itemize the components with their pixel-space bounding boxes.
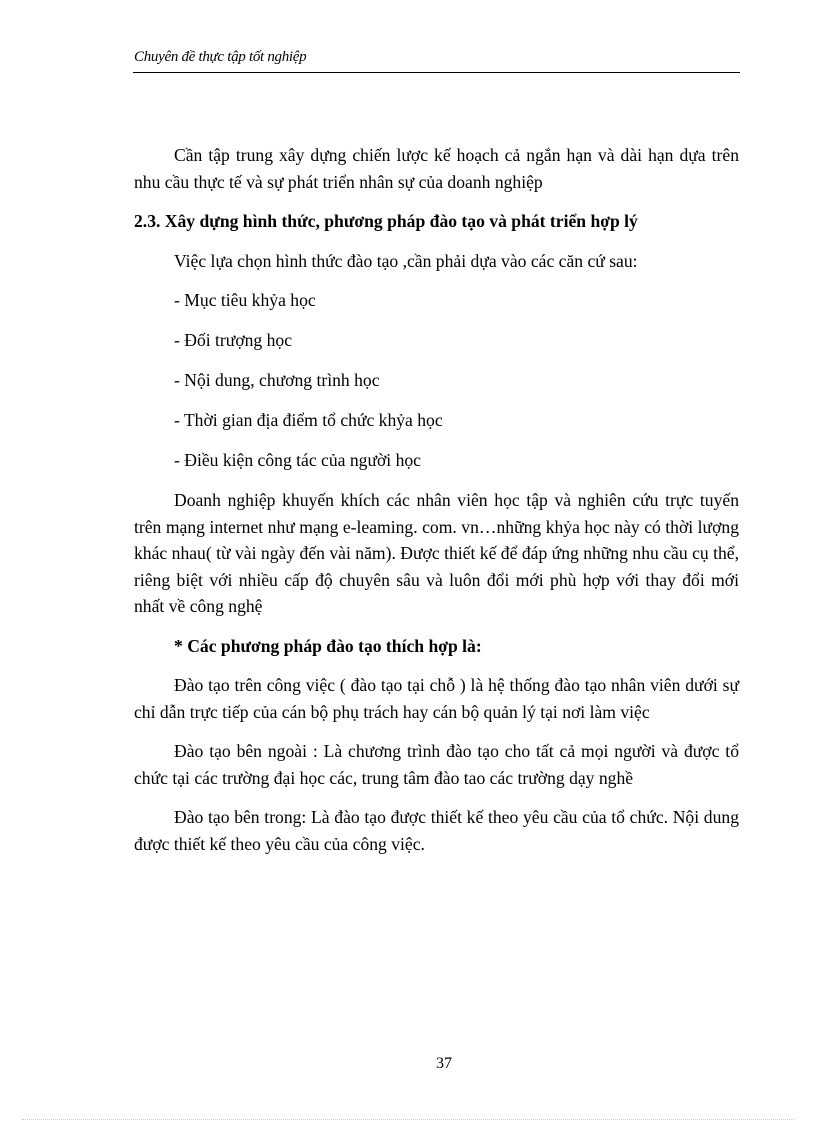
list-item: - Thời gian địa điểm tổ chức khỷa học — [174, 410, 443, 430]
paragraph-online-learning: Doanh nghiệp khuyến khích các nhân viên học tập và nghiên cứu trực tuyến trên mạng internet như mạng e-leaming. com. vn…những khỷa học này có thời lượng khác nhau( từ vài ngày đến vài năm). Được thiết kế để đáp ứng những nhu cầu cụ thể, riêng biệt với nhiều cấp độ chuyên sâu và luôn đổi mới phù hợp với thay đổi mới nhất về công nghệ — [134, 490, 739, 616]
page-number: 37 — [436, 1055, 452, 1072]
page-body — [134, 142, 739, 870]
list-item: - Mục tiêu khỷa học — [174, 290, 316, 310]
header-divider — [133, 72, 740, 73]
paragraph-selection-criteria-intro: Việc lựa chọn hình thức đào tạo ,cần phải dựa vào các căn cứ sau: — [174, 250, 638, 271]
paragraph-external-training: Đào tạo bên ngoài : Là chương trình đào tạo cho tất cả mọi người và được tổ chức tại các trường đại học các, trung tâm đào tao các trường dạy nghề — [134, 741, 739, 788]
list-item: - Đối trượng học — [174, 330, 293, 350]
page-bottom-divider — [22, 1119, 794, 1120]
paragraph-strategy: Cần tập trung xây dựng chiến lược kế hoạch cả ngắn hạn và dài hạn dựa trên nhu cầu thực tế và sự phát triển nhân sự của doanh nghiệp — [134, 145, 739, 192]
criteria-list — [134, 287, 739, 474]
paragraph-on-the-job-training: Đào tạo trên công việc ( đào tạo tại chỗ ) là hệ thống đào tạo nhân viên dưới sự chỉ dẫn trực tiếp của cán bộ phụ trách hay cán bộ quản lý tại nơi làm việc — [134, 675, 739, 722]
paragraph-internal-training: Đào tạo bên trong: Là đào tạo được thiết kế theo yêu cầu của tổ chức. Nội dung được thiết kế theo yêu cầu của công việc. — [134, 807, 739, 854]
section-heading-2-3: 2.3. Xây dựng hình thức, phương pháp đào tạo và phát triển hợp lý — [134, 211, 638, 231]
running-header: Chuyên đề thực tập tốt nghiệp — [134, 49, 307, 65]
methods-subheading: * Các phương pháp đào tạo thích hợp là: — [174, 635, 482, 656]
list-item: - Nội dung, chương trình học — [174, 370, 380, 390]
list-item: - Điều kiện công tác của người học — [174, 450, 421, 470]
